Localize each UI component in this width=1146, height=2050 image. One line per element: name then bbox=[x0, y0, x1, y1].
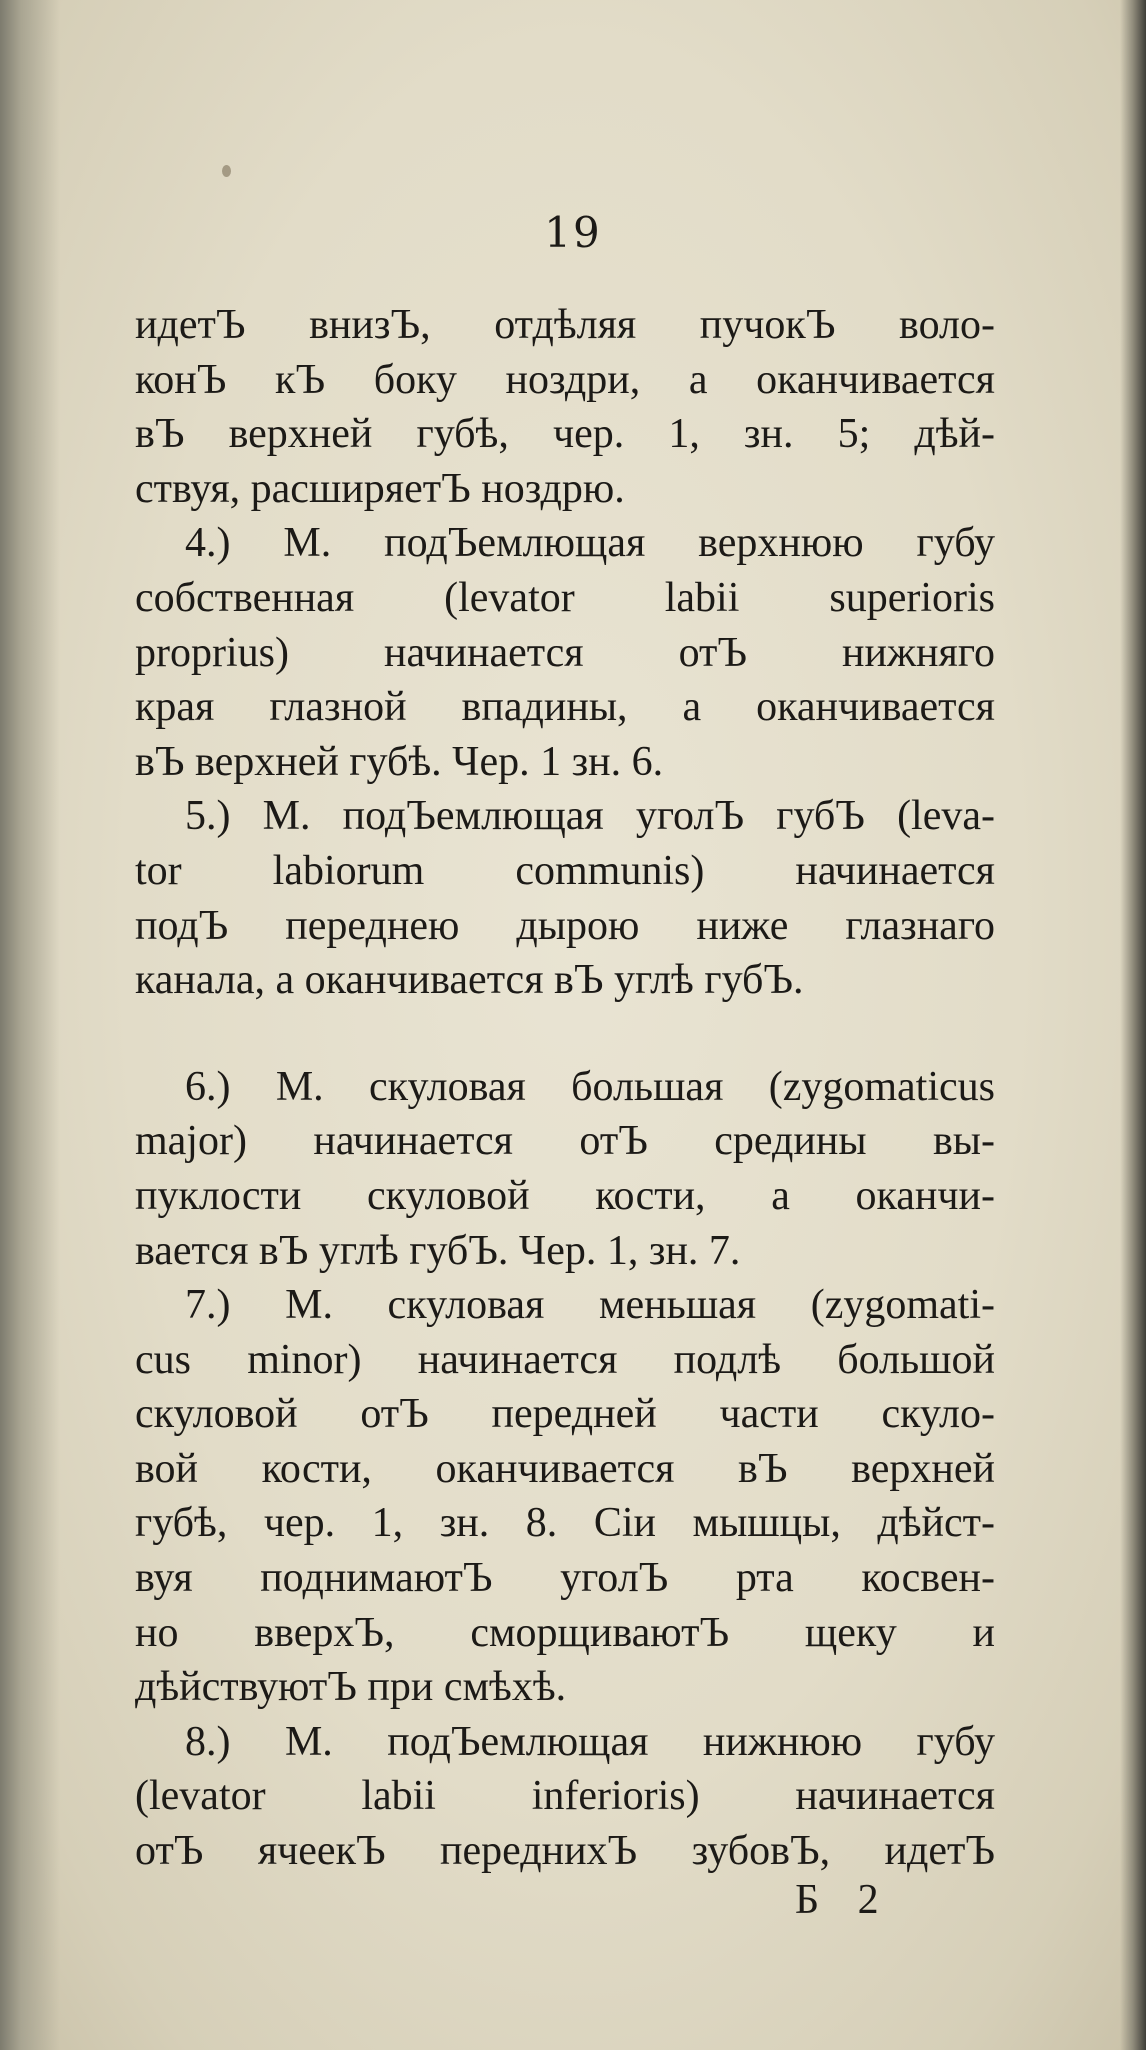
text-line: tor labiorum communis) начинается bbox=[135, 847, 995, 894]
text-line: вЪ верхней губѣ. Чер. 1 зн. 6. bbox=[135, 738, 664, 785]
text-line: дѣйствуютЪ при смѣхѣ. bbox=[135, 1664, 567, 1711]
paragraph-continuation bbox=[135, 298, 995, 516]
text-line: идетЪ внизЪ, отдѣляя пучокЪ воло- bbox=[135, 302, 995, 348]
text-line: 4.) М. подЪемлющая верхнюю губу bbox=[185, 520, 995, 567]
text-line: вуя поднимаютЪ уголЪ рта косвен- bbox=[135, 1555, 995, 1602]
paragraph-muscle-6 bbox=[135, 1060, 995, 1278]
text-line: пуклости скуловой кости, а оканчи- bbox=[135, 1172, 995, 1219]
text-line: proprius) начинается отЪ нижняго bbox=[135, 629, 995, 676]
text-line: канала, а оканчивается вЪ углѣ губЪ. bbox=[135, 957, 804, 1004]
text-line: ствуя, расширяетЪ ноздрю. bbox=[135, 465, 625, 512]
paper-stain bbox=[222, 165, 231, 177]
text-line: (levator labii inferioris) начинается bbox=[135, 1773, 995, 1820]
paragraph-muscle-5 bbox=[135, 789, 995, 1007]
text-line: губѣ, чер. 1, зн. 8. Сіи мышцы, дѣйст- bbox=[135, 1500, 995, 1547]
page-number: 19 bbox=[544, 208, 602, 257]
body-text bbox=[135, 298, 995, 1879]
text-line: 8.) М. подЪемлющая нижнюю губу bbox=[185, 1718, 995, 1765]
printer-signature-mark: Б 2 bbox=[795, 1877, 893, 1923]
paragraph-muscle-7 bbox=[135, 1278, 995, 1715]
paragraph-muscle-4 bbox=[135, 516, 995, 789]
text-line: вой кости, оканчивается вЪ верхней bbox=[135, 1445, 995, 1492]
text-line: подЪ переднею дырою ниже глазнаго bbox=[135, 902, 995, 949]
text-line: major) начинается отЪ средины вы- bbox=[135, 1118, 995, 1165]
text-line: cus minor) начинается подлѣ большой bbox=[135, 1336, 995, 1383]
text-line: отЪ ячеекЪ переднихЪ зубовЪ, идетЪ bbox=[135, 1828, 995, 1875]
text-line: 7.) М. скуловая меньшая (zygomati- bbox=[185, 1282, 995, 1329]
text-line: собственная (levator labii superioris bbox=[135, 574, 995, 621]
text-line: 6.) М. скуловая большая (zygomaticus bbox=[185, 1063, 995, 1110]
text-line: скуловой отЪ передней части скуло- bbox=[135, 1391, 995, 1438]
text-line: но вверхЪ, сморщиваютЪ щеку и bbox=[135, 1609, 995, 1656]
paragraph-muscle-8 bbox=[135, 1715, 995, 1879]
page-right-edge-shadow bbox=[1120, 0, 1146, 2050]
text-line: края глазной впадины, а оканчивается bbox=[135, 684, 995, 731]
text-line: конЪ кЪ боку ноздри, а оканчивается bbox=[135, 356, 995, 403]
text-line: 5.) М. подЪемлющая уголЪ губЪ (leva- bbox=[185, 793, 995, 840]
paragraph-gap bbox=[135, 1008, 995, 1060]
page-left-edge-shadow bbox=[0, 0, 60, 2050]
text-line: вается вЪ углѣ губЪ. Чер. 1, зн. 7. bbox=[135, 1227, 741, 1274]
text-line: вЪ верхней губѣ, чер. 1, зн. 5; дѣй- bbox=[135, 411, 995, 458]
